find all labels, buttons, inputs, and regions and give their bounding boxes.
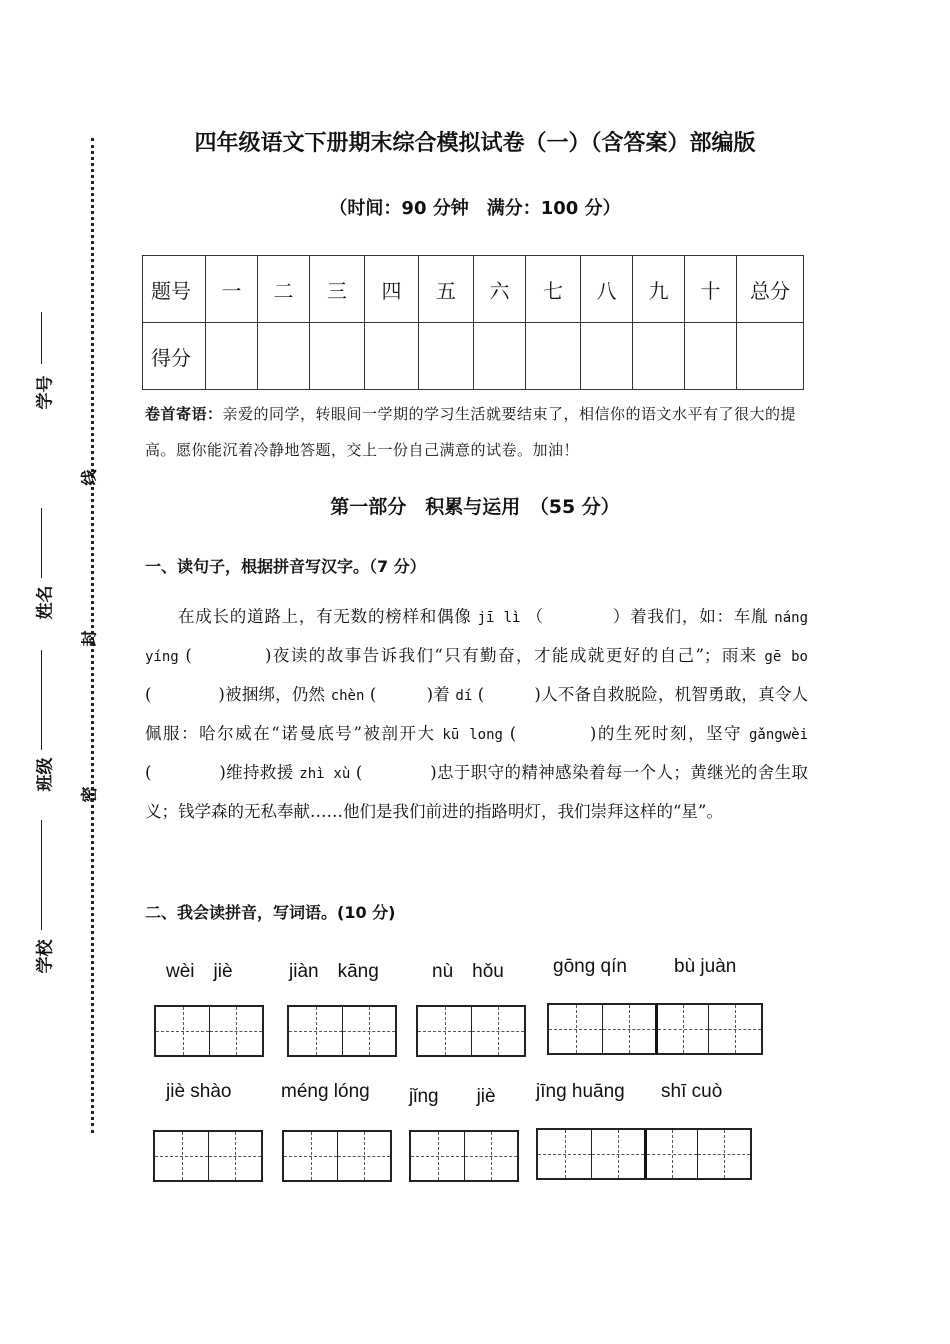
score-input-cell[interactable]: [474, 323, 526, 390]
score-input-cell[interactable]: [685, 323, 737, 390]
intro-text: 亲爱的同学，转眼间一学期的学习生活就要结束了，相信你的语文水平有了很大的提高。愿你能沉着冷静地答题，交上一份自己满意的试卷。加油！: [145, 405, 797, 459]
score-input-cell[interactable]: [581, 323, 633, 390]
exam-title: 四年级语文下册期末综合模拟试卷（一）（含答案）部编版: [194, 131, 756, 156]
score-header-cell: 总分: [737, 256, 804, 323]
score-table: [142, 255, 804, 390]
q1-pinyin: jī lì: [477, 610, 521, 626]
school-label: 学校: [35, 939, 56, 974]
score-header-cell: 十: [685, 256, 737, 323]
cut-mark-seal: 封: [79, 630, 99, 647]
q2-pinyin: shī cuò: [661, 1081, 723, 1102]
writing-box[interactable]: [409, 1130, 519, 1182]
score-input-cell[interactable]: [365, 323, 419, 390]
q1-text: 在成长的道路上，有无数的榜样和偶像: [178, 607, 472, 626]
score-input-cell[interactable]: [206, 323, 258, 390]
q2-pinyin: jiè shào: [166, 1081, 232, 1102]
score-input-cell[interactable]: [310, 323, 365, 390]
q1-answer-blank[interactable]: ( )的生死时刻，坚守: [509, 724, 743, 743]
class-field[interactable]: [26, 650, 56, 790]
class-label: 班级: [35, 757, 56, 792]
q1-pinyin: gǎngwèi: [749, 727, 809, 743]
score-input-cell[interactable]: [258, 323, 310, 390]
writing-box[interactable]: [536, 1128, 752, 1180]
score-header-cell: 五: [419, 256, 474, 323]
student-name-label: 姓名: [35, 585, 56, 620]
q1-answer-blank[interactable]: ( )忠于职守的精神感染着每一个人；黄继光的舍生取义；钱学森的无私奉献……他们是我们前进的指路明灯，我们崇拜这样的“星”。: [145, 763, 808, 821]
exam-subtitle: （时间：90 分钟 满分：100 分）: [329, 198, 621, 219]
writing-box[interactable]: [153, 1130, 263, 1182]
q1-pinyin: náng yíng: [145, 610, 822, 665]
q1-pinyin: kū long: [442, 727, 503, 743]
student-number-label: 学号: [35, 375, 56, 410]
q1-pinyin: dí: [455, 688, 473, 704]
cut-mark-line: 线: [79, 469, 99, 486]
q2-pinyin: méng lóng: [281, 1081, 370, 1102]
score-input-cell[interactable]: [737, 323, 804, 390]
student-name-field[interactable]: [26, 508, 56, 618]
writing-box[interactable]: [416, 1005, 526, 1057]
score-header-cell: 二: [258, 256, 310, 323]
q1-pinyin: chèn: [330, 688, 365, 704]
part1-title: 第一部分 积累与运用 （55 分）: [330, 496, 620, 518]
q1-answer-blank[interactable]: ( )维持救援: [145, 763, 294, 782]
q2-pinyin: jǐng jiè: [409, 1086, 496, 1107]
intro-label: 卷首寄语：: [145, 405, 223, 423]
score-header-cell: 四: [365, 256, 419, 323]
q1-answer-blank[interactable]: ( )着: [369, 685, 450, 704]
score-table-score-row: [143, 323, 804, 390]
q1-pinyin: gē bo: [764, 649, 808, 665]
q2-pinyin: gōng qín: [553, 956, 627, 977]
q1-pinyin: zhì xù: [299, 766, 351, 782]
score-header-cell: 七: [526, 256, 581, 323]
q2-pinyin: wèi jiè: [166, 961, 233, 982]
q2-title: 二、我会读拼音，写词语。(10 分): [145, 903, 396, 922]
score-input-cell[interactable]: [633, 323, 685, 390]
q1-title: 一、读句子，根据拼音写汉字。（7 分）: [145, 557, 426, 576]
writing-box[interactable]: [287, 1005, 397, 1057]
score-header-cell: 六: [474, 256, 526, 323]
writing-box[interactable]: [154, 1005, 264, 1057]
score-row-label: 得分: [143, 323, 206, 390]
score-header-cell: 三: [310, 256, 365, 323]
writing-box[interactable]: [547, 1003, 763, 1055]
school-field[interactable]: [26, 820, 56, 974]
q1-passage: [145, 598, 822, 831]
q1-answer-blank[interactable]: ( )人不备自救脱险，机智勇敢，真令人佩服：哈尔威在“诺曼底号”被剖开大: [145, 685, 809, 743]
q2-pinyin: jiàn kāng: [289, 961, 379, 982]
score-header-cell: 八: [581, 256, 633, 323]
student-number-field[interactable]: [26, 312, 56, 412]
score-table-header-row: [143, 256, 804, 323]
q1-answer-blank[interactable]: ( )夜读的故事告诉我们“只有勤奋，才能成就更好的自己”；雨来: [185, 646, 758, 665]
q1-answer-blank[interactable]: ( )被捆绑，仍然: [145, 685, 326, 704]
q2-pinyin: nù hǒu: [432, 961, 504, 982]
score-header-cell: 题号: [143, 256, 206, 323]
q1-answer-blank[interactable]: （ ）着我们，如：车胤: [526, 607, 769, 626]
score-header-cell: 九: [633, 256, 685, 323]
intro-message: [145, 396, 810, 468]
writing-box[interactable]: [282, 1130, 392, 1182]
score-input-cell[interactable]: [419, 323, 474, 390]
score-input-cell[interactable]: [526, 323, 581, 390]
cut-mark-secret: 密: [79, 786, 99, 803]
q2-pinyin: bù juàn: [674, 956, 737, 977]
score-header-cell: 一: [206, 256, 258, 323]
q2-pinyin: jīng huāng: [536, 1081, 625, 1102]
